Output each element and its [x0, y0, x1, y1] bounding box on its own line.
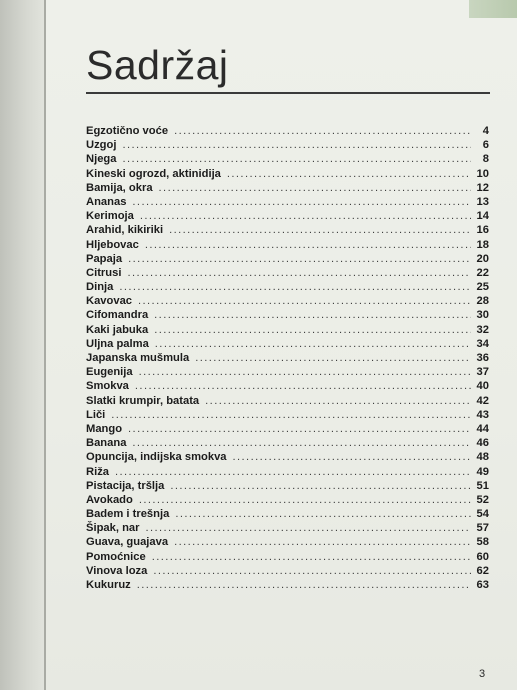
toc-dot-leader	[127, 266, 471, 280]
toc-dot-leader	[174, 124, 471, 138]
toc-entry-title: Guava, guajava	[86, 536, 169, 549]
toc-entry-title: Badem i trešnja	[86, 508, 170, 521]
toc-dot-leader	[111, 408, 471, 422]
toc-entry-page: 14	[476, 210, 489, 223]
toc-dot-leader	[152, 550, 471, 564]
toc-entry-title: Papaja	[86, 252, 123, 265]
toc-entry-title: Liči	[86, 408, 106, 421]
toc-entry-page: 16	[476, 224, 489, 237]
toc-entry	[86, 507, 489, 521]
toc-entry-page: 54	[476, 508, 489, 521]
toc-entry-page: 40	[476, 380, 489, 393]
toc-entry-title: Slatki krumpir, batata	[86, 394, 200, 407]
toc-entry-title: Njega	[86, 153, 117, 166]
toc-entry-title: Smokva	[86, 380, 129, 393]
toc-entry-page: 52	[476, 493, 489, 506]
toc-entry-page: 25	[476, 281, 489, 294]
toc-entry	[86, 280, 489, 294]
toc-entry-title: Citrusi	[86, 266, 122, 279]
toc-entry-page: 57	[476, 522, 489, 535]
toc-entry	[86, 436, 489, 450]
toc-entry-page: 4	[482, 125, 489, 137]
toc-entry-page: 42	[476, 394, 489, 407]
toc-dot-leader	[233, 450, 471, 464]
toc-dot-leader	[119, 280, 471, 294]
title-underline	[86, 92, 490, 94]
toc-entry	[86, 294, 489, 308]
toc-entry-page: 37	[476, 366, 489, 379]
toc-entry-page: 60	[476, 550, 489, 563]
toc-entry-page: 6	[482, 139, 489, 152]
toc-entry	[86, 408, 489, 422]
toc-dot-leader	[122, 152, 471, 166]
toc-entry-title: Opuncija, indijska smokva	[86, 451, 227, 464]
toc-dot-leader	[174, 535, 471, 549]
toc-entry-title: Hljebovac	[86, 238, 139, 251]
toc-dot-leader	[132, 195, 471, 209]
toc-dot-leader	[175, 507, 471, 521]
toc-dot-leader	[135, 379, 471, 393]
toc-dot-leader	[227, 167, 471, 181]
toc-entry-title: Eugenija	[86, 366, 133, 379]
table-of-contents	[86, 124, 489, 592]
toc-dot-leader	[154, 323, 471, 337]
toc-dot-leader	[140, 209, 471, 223]
toc-entry	[86, 167, 489, 181]
toc-entry	[86, 308, 489, 322]
toc-dot-leader	[122, 138, 471, 152]
toc-entry	[86, 351, 489, 365]
toc-entry	[86, 152, 489, 166]
toc-dot-leader	[138, 294, 471, 308]
toc-dot-leader	[139, 493, 471, 507]
toc-entry-page: 13	[476, 195, 489, 208]
toc-entry-page: 51	[476, 479, 489, 492]
toc-entry	[86, 181, 489, 195]
toc-entry-page: 48	[476, 451, 489, 464]
toc-entry-page: 44	[476, 422, 489, 435]
toc-entry-page: 43	[476, 408, 489, 421]
toc-dot-leader	[145, 521, 471, 535]
book-spine-shadow	[0, 0, 48, 690]
toc-entry-title: Kavovac	[86, 295, 133, 308]
toc-entry	[86, 124, 489, 138]
toc-entry-page: 12	[476, 181, 489, 194]
toc-entry-title: Ananas	[86, 195, 127, 208]
toc-entry	[86, 578, 489, 592]
toc-entry-title: Japanska mušmula	[86, 352, 190, 364]
toc-entry	[86, 266, 489, 280]
toc-dot-leader	[170, 479, 471, 493]
toc-entry-page: 8	[482, 153, 489, 166]
toc-dot-leader	[155, 337, 471, 351]
toc-entry-title: Kerimoja	[86, 210, 134, 223]
toc-dot-leader	[137, 578, 471, 592]
toc-entry-page: 58	[476, 536, 489, 549]
toc-dot-leader	[115, 465, 471, 479]
toc-dot-leader	[154, 308, 471, 322]
toc-entry	[86, 252, 489, 266]
toc-dot-leader	[128, 252, 471, 266]
toc-dot-leader	[159, 181, 471, 195]
toc-entry-title: Dinja	[86, 281, 114, 294]
page-title: Sadržaj	[86, 42, 229, 88]
toc-dot-leader	[132, 436, 471, 450]
toc-entry	[86, 379, 489, 393]
toc-entry-title: Mango	[86, 422, 123, 435]
toc-entry	[86, 365, 489, 379]
toc-entry-title: Cifomandra	[86, 309, 149, 322]
toc-dot-leader	[139, 365, 471, 379]
toc-entry-page: 30	[476, 309, 489, 322]
toc-entry-page: 34	[476, 337, 489, 350]
toc-entry	[86, 323, 489, 337]
toc-entry-page: 63	[476, 579, 489, 591]
toc-entry-title: Pomoćnice	[86, 550, 146, 563]
toc-entry	[86, 550, 489, 564]
toc-entry	[86, 209, 489, 223]
toc-entry-title: Egzotično voće	[86, 125, 169, 137]
toc-entry-title: Pistacija, tršlja	[86, 479, 165, 492]
toc-entry	[86, 195, 489, 209]
toc-entry-page: 22	[476, 266, 489, 279]
toc-entry-title: Kineski ogrozd, aktinidija	[86, 167, 221, 180]
toc-entry-page: 46	[476, 437, 489, 450]
toc-entry-title: Arahid, kikiriki	[86, 224, 164, 237]
toc-entry	[86, 337, 489, 351]
toc-entry	[86, 394, 489, 408]
toc-entry-title: Banana	[86, 437, 127, 450]
toc-entry	[86, 564, 489, 578]
toc-entry-page: 36	[476, 352, 489, 364]
toc-entry-page: 20	[476, 252, 489, 265]
toc-entry	[86, 493, 489, 507]
toc-entry-page: 32	[476, 323, 489, 336]
toc-entry-title: Šipak, nar	[86, 522, 140, 535]
toc-entry	[86, 465, 489, 479]
toc-entry-title: Uzgoj	[86, 139, 117, 152]
toc-entry-title: Vinova loza	[86, 564, 148, 577]
toc-entry-title: Riža	[86, 465, 110, 478]
toc-entry-page: 62	[476, 564, 489, 577]
toc-entry	[86, 138, 489, 152]
toc-entry	[86, 450, 489, 464]
toc-entry-page: 28	[476, 295, 489, 308]
toc-dot-leader	[153, 564, 471, 578]
toc-entry-title: Uljna palma	[86, 337, 149, 350]
toc-dot-leader	[145, 238, 471, 252]
toc-entry-page: 18	[476, 238, 489, 251]
page-number: 3	[479, 668, 486, 680]
toc-dot-leader	[128, 422, 471, 436]
toc-entry	[86, 535, 489, 549]
toc-entry-title: Bamija, okra	[86, 181, 153, 194]
toc-entry-title: Kukuruz	[86, 579, 131, 591]
toc-entry-page: 49	[476, 465, 489, 478]
toc-dot-leader	[169, 223, 471, 237]
toc-entry-page: 10	[476, 167, 489, 180]
toc-entry	[86, 238, 489, 252]
toc-entry	[86, 521, 489, 535]
facing-page-corner	[469, 0, 517, 18]
toc-dot-leader	[195, 351, 471, 365]
toc-entry-title: Avokado	[86, 493, 133, 506]
toc-dot-leader	[205, 394, 471, 408]
toc-entry	[86, 479, 489, 493]
toc-entry	[86, 223, 489, 237]
toc-entry-title: Kaki jabuka	[86, 323, 149, 336]
toc-entry	[86, 422, 489, 436]
